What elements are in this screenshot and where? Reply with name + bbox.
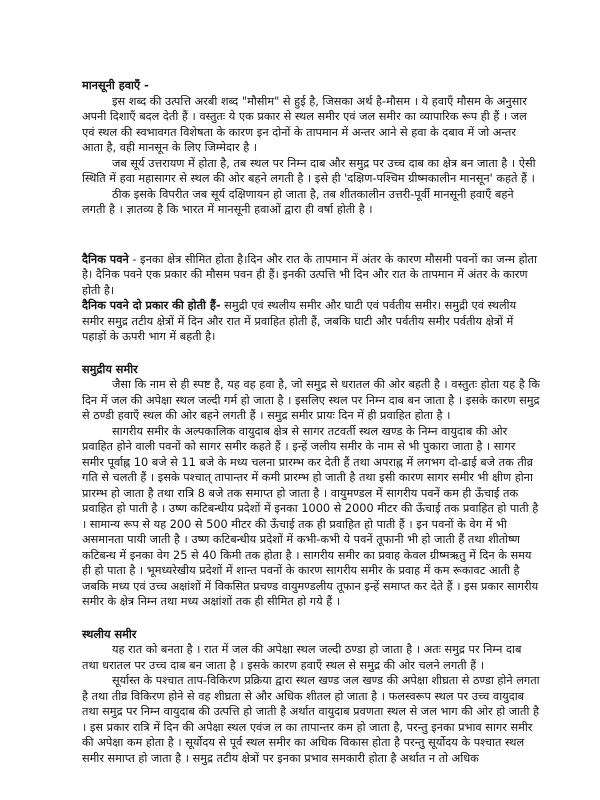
daily-winds-text-2: समुद्री एवं स्थलीय समीर और घाटी एवं पर्वतीय समीर। समुद्री एवं स्थलीय समीर समुद्र तटीय क्षेत्रों में दिन और रात में प्रवाहित होती हैं, जबकि घाटी और पर्वतीय समीर पर्वतीय क्षेत्रों में पहाड़ों के ऊपरी भाग में बहती है। bbox=[82, 299, 517, 343]
land-breeze-heading: स्थलीय समीर bbox=[82, 627, 137, 641]
sea-breeze-paragraph-1: जैसा कि नाम से ही स्पष्ट है, यह वह हवा है, जो समुद्र से धरातल की ओर बहती है । वस्तुतः होता यह है कि दिन में जल की अपेक्षा स्थल जल्दी गर्म हो जाता है । इसलिए स्थल पर निम्न दाब बन जाता है । इसके कारण समुद्र से ठण्डी हवाएँ स्थल की ओर बहने लगती हैं । समुद्र समीर प्रायः दिन में ही प्रवाहित होता है । bbox=[82, 378, 540, 422]
daily-winds-paragraph-1 bbox=[82, 252, 540, 299]
monsoon-paragraph-2: जब सूर्य उत्तरायण में होता है, तब स्थल पर निम्न दाब और समुद्र पर उच्च दाब का क्षेत्र बन जाता है । ऐसी स्थिति में हवा महासागर से स्थल की ओर बहने लगती है । इसे ही 'दक्षिण-पश्चिम ग्रीष्मकालीन मानसून' कहते हैं । bbox=[82, 156, 536, 185]
land-breeze-paragraph-2: सूर्यास्त के पश्चात ताप-विकिरण प्रक्रिया द्वारा स्थल खण्ड जल खण्ड की अपेक्षा शीघ्रता से ठण्डा होने लगता है तथा तीव्र विकिरण होने से वह शीघ्रता से और अधिक शीतल हो जाता है । फलस्वरूप स्थल पर उच्च वायुदाब तथा समुद्र पर निम्न वायुदाब की उत्पत्ति हो जाती है अर्थात वायुदाब प्रवणता स्थल से जल भाग की ओर हो जाती है । इस प्रकार रात्रि में दिन की अपेक्षा स्थल एवंज ल का तापान्तर कम हो जाता है, परन्तु इनका प्रभाव सागर समीर की अपेक्षा कम होता है । सूर्योदय से पूर्व स्थल समीर का अधिक विकास होता है परन्तु सूर्योदय के पश्चात स्थल समीर समाप्त हो जाता है । समुद्र तटीय क्षेत्रों पर इनका प्रभाव समकारी होता है अर्थात न तो अधिक bbox=[82, 674, 540, 765]
section-spacer bbox=[82, 610, 540, 627]
daily-winds-subtitle: दैनिक पवने दो प्रकार की होती हैं- bbox=[82, 299, 221, 312]
monsoon-heading: मानसूनी हवाएँ - bbox=[82, 79, 149, 92]
land-breeze-paragraph-1: यह रात को बनता है । रात में जल की अपेक्षा स्थल जल्दी ठण्डा हो जाता है । अतः समुद्र पर निम्न दाब तथा धरातल पर उच्च दाब बन जाता है । इसके कारण हवाएँ स्थल से समुद्र की ओर चलने लगती हैं । bbox=[82, 643, 522, 672]
sea-breeze-section bbox=[82, 362, 540, 610]
daily-winds-title: दैनिक पवने bbox=[82, 252, 129, 266]
land-breeze-section bbox=[82, 627, 540, 767]
monsoon-section bbox=[82, 78, 540, 218]
monsoon-paragraph-3: ठीक इसके विपरीत जब सूर्य दक्षिणायन हो जाता है, तब शीतकालीन उत्तरी-पूर्वी मानसूनी हवाएँ बहने लगती है । ज्ञातव्य है कि भारत में मानसूनी हवाओं द्वारा ही वर्षा होती है । bbox=[82, 187, 514, 216]
sea-breeze-paragraph-2: सागरीय समीर के अल्पकालिक वायुदाब क्षेत्र से सागर तटवर्ती स्थल खण्ड के निम्न वायुदाब की ओर प्रवाहित होने वाली पवनों को सागर समीर कहते हैं । इन्हें जलीय समीर के नाम से भी पुकारा जाता है । सागर समीर पूर्वाह्न 10 बजे से 11 बजे के मध्य चलना प्रारम्भ कर देती हैं तथा अपराह्न में लगभग दो-ढाई बजे तक तीव्र गति से चलती हैं । इसके पश्चात् तापान्तर में कमी प्रारम्भ हो जाती है तथा इसी कारण सागर समीर भी क्षीण होना प्रारम्भ हो जाता है तथा रात्रि 8 बजे तक समाप्त हो जाता है । वायुमण्डल में सागरीय पवनें कम ही ऊँचाई तक प्रवाहित हो पाती है । उष्ण कटिबन्धीय प्रदेशों में इनका 1000 से 2000 मीटर की ऊँचाई तक प्रवाहित हो पाती है । सामान्य रूप से यह 200 से 500 मीटर की ऊँचाई तक ही प्रवाहित हो पाती हैं । इन पवनों के वेग में भी असमानता पायी जाती है । उष्ण कटिबन्धीय प्रदेशों में कभी-कभी ये पवनें तूफानी भी हो जाती हैं तथा शीतोष्ण कटिबन्ध में इनका वेग 25 से 40 किमी तक होता है । सागरीय समीर का प्रवाह केवल ग्रीष्मऋतु में दिन के समय ही हो पाता है । भूमध्यरेखीय प्रदेशों में शान्त पवनों के कारण सागरीय समीर के प्रवाह में कम रूकावट आती है जबकि मध्य एवं उच्च अक्षांशों में विकसित प्रचण्ड वायुमण्डलीय तूफान इन्हें समाप्त कर देते हैं । इस प्रकार सागरीय समीर के क्षेत्र निम्न तथा मध्य अक्षांशों तक ही सीमित हो गये हैं । bbox=[82, 424, 539, 608]
daily-winds-paragraph-2 bbox=[82, 298, 540, 345]
section-spacer bbox=[82, 218, 540, 252]
section-spacer bbox=[82, 345, 540, 362]
monsoon-paragraph-1: इस शब्द की उत्पत्ति अरबी शब्द "मौसीम" से हुई है, जिसका अर्थ है-मौसम । ये हवाएँ मौसम के अनुसार अपनी दिशाएँ बदल देती हैं । वस्तुतः ये एक प्रकार से स्थल समीर एवं जल समीर का व्यापारिक रूप ही हैं । जल एवं स्थल की स्वभावगत विशेषता के कारण इन दोनों के तापमान में अन्तर आने से हवा के दबाव में जो अन्तर आता है, वही मानसून के लिए जिम्मेदार है । bbox=[82, 94, 527, 154]
daily-winds-text-1: - इनका क्षेत्र सीमित होता है।दिन और रात के तापमान में अंतर के कारण मौसमी पवनों का जन्म होता है। दैनिक पवने एक प्रकार की मौसम पवन ही हैं। इनकी उत्पत्ति भी दिन और रात के तापमान में अंतर के कारण होती है। bbox=[82, 252, 537, 297]
sea-breeze-heading: समुद्रीय समीर bbox=[82, 362, 138, 376]
daily-winds-section bbox=[82, 252, 540, 345]
